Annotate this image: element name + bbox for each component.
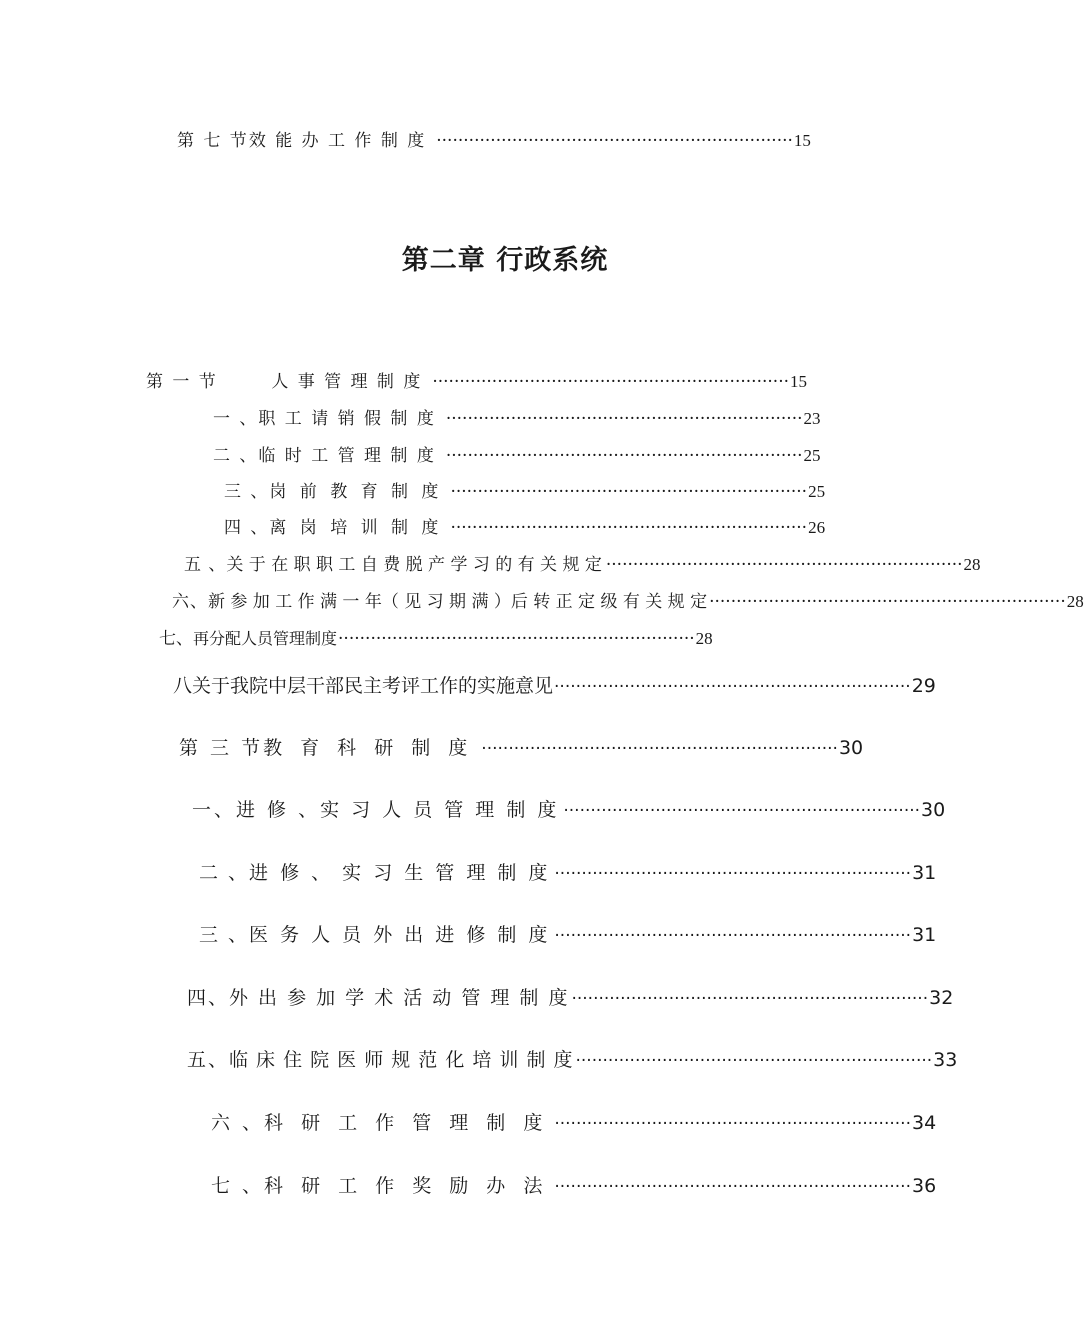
- toc-entry-title: 人 事 管 理 制 度: [271, 372, 423, 392]
- toc-section-heading[interactable]: [179, 733, 864, 760]
- toc-page-number: 28: [1066, 592, 1084, 611]
- toc-entry-title: 临 床 住 院 医 师 规 范 化 培 训 制 度: [229, 1049, 574, 1071]
- chapter-title: 第二章 行政系统: [401, 245, 609, 276]
- toc-entry[interactable]: [192, 795, 946, 822]
- toc-entry[interactable]: [213, 404, 821, 429]
- toc-entry-title: 进 修 、实 习 人 员 管 理 制 度: [236, 799, 560, 821]
- toc-entry[interactable]: [173, 671, 936, 698]
- toc-page-number: 28: [695, 629, 713, 648]
- toc-leader: ··································································: [709, 592, 1066, 612]
- toc-entry-title: 医 务 人 员 外 出 进 修 制 度: [249, 924, 551, 946]
- toc-entry-number: 二 、: [199, 862, 250, 884]
- toc-entry[interactable]: [211, 1171, 937, 1198]
- toc-entry-number: 三 、: [199, 924, 250, 946]
- toc-entry[interactable]: [159, 624, 713, 649]
- toc-page-number: 30: [921, 799, 946, 821]
- toc-entry-number: 二 、: [213, 446, 259, 466]
- toc-page-number: 30: [838, 737, 864, 759]
- toc-page-number: 33: [933, 1049, 958, 1071]
- toc-section-label: 第 七 节: [177, 131, 249, 151]
- toc-leader: ··································································: [450, 518, 808, 538]
- toc-page-number: 25: [808, 482, 826, 501]
- toc-entry-number: 七 、: [211, 1175, 265, 1197]
- toc-entry-number: 五、: [187, 1049, 230, 1071]
- toc-leader: ··································································: [554, 1114, 911, 1134]
- toc-leader: ··································································: [432, 372, 789, 392]
- toc-leader: ··································································: [481, 739, 838, 759]
- toc-leader: ··································································: [554, 926, 912, 946]
- toc-page-number: 29: [911, 675, 936, 697]
- toc-page-number: 15: [793, 131, 811, 150]
- toc-section-heading[interactable]: [146, 367, 807, 392]
- toc-entry-number: 七、: [159, 629, 193, 649]
- toc-entry[interactable]: [187, 983, 954, 1010]
- toc-entry-title: 职 工 请 销 假 制 度: [258, 409, 436, 429]
- toc-entry-number: 五 、: [184, 555, 227, 575]
- toc-page-number: 31: [912, 862, 937, 884]
- toc-leader: ··································································: [571, 989, 929, 1009]
- toc-page-number: 32: [929, 987, 954, 1009]
- toc-entry-number: 六 、: [211, 1112, 265, 1134]
- toc-entry[interactable]: [184, 550, 981, 575]
- toc-leader: ··································································: [554, 677, 911, 697]
- toc-page-number: 25: [803, 446, 821, 465]
- toc-entry[interactable]: [187, 1045, 958, 1072]
- toc-entry-title: 临 时 工 管 理 制 度: [258, 446, 436, 466]
- toc-entry-title: 岗 前 教 育 制 度: [269, 482, 443, 502]
- toc-section-label: 第 三 节: [179, 737, 264, 759]
- toc-entry-number: 一 、: [213, 409, 259, 429]
- toc-leader: ··································································: [445, 446, 803, 466]
- toc-leader: ··································································: [605, 555, 963, 575]
- toc-entry-title: 新 参 加 工 作 满 一 年（ 见 习 期 满 ）后 转 正 定 级 有 关 规 定: [208, 592, 708, 612]
- toc-entry-title: 进 修 、 实 习 生 管 理 制 度: [249, 862, 551, 884]
- toc-leader: ··································································: [445, 409, 803, 429]
- toc-entry[interactable]: [213, 441, 821, 466]
- toc-entry[interactable]: [177, 126, 811, 151]
- toc-leader: ··································································: [338, 629, 695, 649]
- toc-page-number: 26: [808, 518, 826, 537]
- toc-leader: ··································································: [450, 482, 808, 502]
- toc-entry-number: 四 、: [224, 518, 270, 538]
- toc-entry-number: 六、: [172, 592, 208, 612]
- toc-page-number: 34: [911, 1112, 937, 1134]
- toc-page-number: 36: [911, 1175, 937, 1197]
- toc-entry[interactable]: [211, 1108, 937, 1135]
- toc-entry-number: 三 、: [224, 482, 270, 502]
- toc-leader: ··································································: [554, 1177, 911, 1197]
- toc-entry-title: 再分配人员管理制度: [193, 629, 338, 648]
- toc-entry-title: 关 于 在 职 职 工 自 费 脱 产 学 习 的 有 关 规 定: [226, 555, 602, 575]
- toc-entry-title: 教 育 科 研 制 度: [263, 737, 474, 759]
- toc-leader: ··································································: [563, 801, 921, 821]
- toc-entry[interactable]: [199, 858, 937, 885]
- toc-entry-title: 外 出 参 加 学 术 活 动 管 理 制 度: [229, 987, 570, 1009]
- toc-entry-title: 科 研 工 作 奖 励 办 法: [264, 1175, 549, 1197]
- toc-entry-number: 一、: [192, 799, 237, 821]
- toc-entry[interactable]: [172, 587, 1084, 612]
- toc-entry[interactable]: [199, 920, 937, 947]
- toc-leader: ··································································: [575, 1051, 933, 1071]
- toc-entry-title: 科 研 工 作 管 理 制 度: [264, 1112, 549, 1134]
- toc-entry-title: 离 岗 培 训 制 度: [269, 518, 443, 538]
- toc-leader: ··································································: [436, 131, 793, 151]
- toc-page-number: 28: [963, 555, 981, 574]
- toc-leader: ··································································: [554, 864, 912, 884]
- toc-entry-number: 八: [173, 675, 193, 697]
- toc-entry[interactable]: [224, 513, 826, 538]
- toc-page-number: 23: [803, 409, 821, 428]
- toc-section-label: 第 一 节: [146, 372, 218, 392]
- toc-entry[interactable]: [224, 477, 826, 502]
- toc-page-number: 15: [790, 372, 807, 391]
- toc-entry-title: 效 能 办 工 作 制 度: [248, 131, 427, 151]
- toc-page-number: 31: [912, 924, 937, 946]
- toc-entry-title: 关于我院中层干部民主考评工作的实施意见: [192, 675, 554, 697]
- toc-entry-number: 四、: [187, 987, 230, 1009]
